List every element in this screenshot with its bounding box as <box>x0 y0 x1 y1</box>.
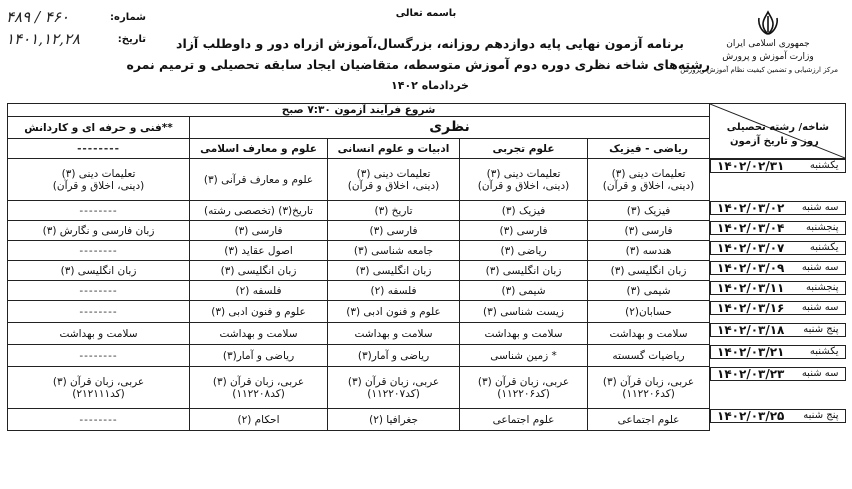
exam-date-cell <box>710 323 846 337</box>
subject-cell <box>328 261 460 281</box>
subject-text: سلامت و بهداشت <box>354 327 433 340</box>
subject-cell <box>190 301 328 323</box>
subject-text: عربی، زبان قرآن (۳) <box>602 375 695 388</box>
table-row <box>8 367 846 409</box>
subject-cell <box>8 301 190 323</box>
exam-date-cell <box>710 261 846 275</box>
weekday: پنجشنبه <box>805 281 839 293</box>
table-row <box>8 281 846 301</box>
subject-text: (کد۲۱۲۱۱۱) <box>72 387 125 400</box>
subject-text: زبان انگلیسی (۳) <box>60 264 137 277</box>
subject-cell <box>460 261 588 281</box>
subject-cell <box>190 241 328 261</box>
subject-text: زبان انگلیسی (۳) <box>610 264 687 277</box>
exam-date-cell <box>710 367 846 381</box>
subject-text: -------- <box>79 349 118 362</box>
subject-text: تعلیمات دینی (۳) <box>61 167 136 180</box>
subject-cell <box>190 281 328 301</box>
subject-cell <box>328 301 460 323</box>
subject-cell <box>588 323 710 345</box>
exam-date: ۱۴۰۲/۰۳/۲۵ <box>717 408 785 423</box>
subject-cell <box>190 409 328 431</box>
subject-cell <box>588 367 710 409</box>
table-row <box>8 301 846 323</box>
subject-cell <box>460 367 588 409</box>
subject-text: عربی، زبان قرآن (۳) <box>212 375 305 388</box>
subject-text: تاریخ(۳) (تخصصی رشته) <box>204 204 313 217</box>
subject-text: تاریخ (۳) <box>374 204 413 217</box>
weekday: پنج شنبه <box>803 409 839 421</box>
corner-header <box>710 104 846 159</box>
subject-text: تعلیمات دینی (۳) <box>611 167 686 180</box>
table-row <box>8 409 846 431</box>
subject-cell <box>588 159 710 201</box>
subject-cell <box>190 221 328 241</box>
subject-cell <box>588 409 710 431</box>
subject-text: حسابان(۲) <box>625 305 672 318</box>
subject-text: زبان انگلیسی (۳) <box>485 264 562 277</box>
subject-cell <box>460 323 588 345</box>
exam-date: ۱۴۰۲/۰۳/۲۱ <box>717 344 785 359</box>
reference-box <box>6 6 146 50</box>
weekday: سه شنبه <box>801 301 839 313</box>
subject-cell <box>588 201 710 221</box>
subject-text: علوم و فنون ادبی (۳) <box>211 305 306 318</box>
subject-text: سلامت و بهداشت <box>609 327 688 340</box>
subject-cell <box>190 367 328 409</box>
column-header: علوم تجربی <box>460 139 588 159</box>
subject-text: علوم و معارف قرآنی (۳) <box>203 173 314 186</box>
subject-text: زیست شناسی (۳) <box>483 305 564 318</box>
subject-text: هندسه (۳) <box>625 244 672 257</box>
weekday: پنج شنبه <box>803 323 839 335</box>
subject-text: علوم و فنون ادبی (۳) <box>346 305 441 318</box>
title-line-2: رشته‌های شاخه نظری دوره دوم آموزش متوسطه، متقاضیان ایجاد سابقه تحصیلی و ترمیم نمره <box>126 57 710 72</box>
subject-cell <box>190 201 328 221</box>
corner-top-label: شاخه/ رشته تحصیلی <box>726 122 830 133</box>
exam-date: ۱۴۰۲/۰۳/۲۳ <box>717 366 785 381</box>
exam-date-cell <box>710 221 846 235</box>
table-row <box>8 221 846 241</box>
subject-text: فارسی (۳) <box>234 224 283 237</box>
column-header: ادبیات و علوم انسانی <box>328 139 460 159</box>
subject-cell <box>8 241 190 261</box>
subject-text: جغرافیا (۲) <box>369 413 418 426</box>
exam-date-cell <box>710 301 846 315</box>
subject-text: فیزیک (۳) <box>501 204 546 217</box>
subject-text: (دینی، اخلاق و قرآن) <box>52 179 145 192</box>
subject-cell <box>328 409 460 431</box>
exam-date: ۱۴۰۲/۰۳/۰۷ <box>717 240 785 255</box>
subject-cell <box>328 323 460 345</box>
subject-cell <box>8 159 190 201</box>
ministry-line-2: وزارت آموزش و پرورش <box>722 52 814 62</box>
subject-cell <box>8 221 190 241</box>
subject-text: -------- <box>79 305 118 318</box>
subject-text: علوم اجتماعی <box>492 413 555 426</box>
subject-text: ریاضی و آمار(۳) <box>222 349 295 362</box>
subject-cell <box>460 281 588 301</box>
subject-text: -------- <box>79 244 118 257</box>
subject-text: زبان فارسی و نگارش (۳) <box>42 224 155 237</box>
start-time-header: شروع فرآیند آزمون ۷:۳۰ صبح <box>8 104 710 117</box>
subject-text: زبان انگلیسی (۳) <box>355 264 432 277</box>
subject-cell <box>328 345 460 367</box>
table-row <box>8 345 846 367</box>
subject-text: شیمی (۳) <box>501 284 546 297</box>
exam-date-cell <box>710 409 846 423</box>
subject-text: سلامت و بهداشت <box>59 327 138 340</box>
subject-text: تعلیمات دینی (۳) <box>356 167 431 180</box>
exam-date-cell <box>710 159 846 173</box>
subject-text: اصول عقاید (۳) <box>224 244 293 257</box>
subject-cell <box>588 281 710 301</box>
table-row <box>8 323 846 345</box>
subject-text: (کد۱۱۲۲۰۸) <box>232 387 285 400</box>
subject-cell <box>190 261 328 281</box>
table-row <box>8 159 846 201</box>
nazari-header <box>190 117 710 139</box>
column-header: علوم و معارف اسلامی <box>190 139 328 159</box>
date-label: تاریخ: <box>117 33 146 45</box>
subject-text: -------- <box>79 284 118 297</box>
subject-cell <box>190 159 328 201</box>
subject-text: (دینی، اخلاق و قرآن) <box>347 179 440 192</box>
subject-cell <box>460 201 588 221</box>
subject-text: (کد۱۱۲۲۰۶) <box>622 387 675 400</box>
exam-date: ۱۴۰۲/۰۳/۱۸ <box>717 322 785 337</box>
exam-schedule-table <box>7 103 846 431</box>
column-header: ریاضی - فیزیک <box>588 139 710 159</box>
subject-text: سلامت و بهداشت <box>484 327 563 340</box>
weekday: یکشنبه <box>809 160 839 171</box>
subject-cell <box>8 323 190 345</box>
subject-text: زبان انگلیسی (۳) <box>220 264 297 277</box>
ministry-line-1: جمهوری اسلامی ایران <box>726 39 810 49</box>
exam-date-cell <box>710 241 846 255</box>
subject-text: -------- <box>79 204 118 217</box>
subject-text: علوم اجتماعی <box>617 413 680 426</box>
subject-text: عربی، زبان قرآن (۳) <box>52 375 145 388</box>
subject-text: ریاضی و آمار(۳) <box>357 349 430 362</box>
subject-text: (دینی، اخلاق و قرآن) <box>602 179 695 192</box>
exam-date: ۱۴۰۲/۰۲/۳۱ <box>717 159 785 173</box>
subject-text: شیمی (۳) <box>626 284 671 297</box>
ministry-line-3: مرکز ارزشیابی و تضمین کیفیت نظام آموزش وپرورش <box>680 66 838 74</box>
subject-cell <box>8 261 190 281</box>
subject-cell <box>8 345 190 367</box>
subject-cell <box>588 345 710 367</box>
table-row <box>8 261 846 281</box>
subject-cell <box>328 221 460 241</box>
schedule-body <box>8 159 846 431</box>
exam-date: ۱۴۰۲/۰۳/۱۱ <box>717 280 785 295</box>
weekday: سه شنبه <box>801 367 839 379</box>
table-row <box>8 241 846 261</box>
subject-text: فارسی (۳) <box>624 224 673 237</box>
subject-text: (دینی، اخلاق و قرآن) <box>477 179 570 192</box>
subject-text: فلسفه (۲) <box>235 284 282 297</box>
subject-text: ریاضیات گسسته <box>612 349 685 362</box>
subject-text: فارسی (۳) <box>369 224 418 237</box>
subject-text: فلسفه (۲) <box>370 284 417 297</box>
corner-bottom-label: روز و تاریخ آزمون <box>730 136 819 147</box>
title-line-3: خردادماه ۱۴۰۲ <box>391 79 469 92</box>
subject-text: (کد۱۱۲۲۰۷) <box>367 387 420 400</box>
subject-text: عربی، زبان قرآن (۳) <box>347 375 440 388</box>
weekday: یکشنبه <box>809 345 839 357</box>
exam-date: ۱۴۰۲/۰۳/۰۴ <box>717 220 785 235</box>
subject-cell <box>328 367 460 409</box>
subject-text: فیزیک (۳) <box>626 204 671 217</box>
subject-text: عربی، زبان قرآن (۳) <box>477 375 570 388</box>
subject-cell <box>8 367 190 409</box>
fanni-header: **فنی و حرفه ای و کاردانش <box>8 117 190 139</box>
exam-date: ۱۴۰۲/۰۳/۱۶ <box>717 300 785 315</box>
subject-cell <box>588 221 710 241</box>
subject-cell <box>460 301 588 323</box>
number-label: شماره: <box>110 11 146 23</box>
weekday: سه شنبه <box>801 201 839 213</box>
subject-cell <box>8 409 190 431</box>
subject-cell <box>460 221 588 241</box>
exam-date: ۱۴۰۲/۰۳/۰۹ <box>717 260 785 275</box>
subject-cell <box>190 323 328 345</box>
subject-cell <box>460 241 588 261</box>
iran-emblem-icon <box>755 10 781 36</box>
subject-text: فارسی (۳) <box>499 224 548 237</box>
exam-date-cell <box>710 201 846 215</box>
subject-text: * زمین شناسی <box>490 349 557 362</box>
exam-date-cell <box>710 345 846 359</box>
exam-date: ۱۴۰۲/۰۳/۰۲ <box>717 200 785 215</box>
date-value: ۱۴۰۱,۱۲,۲۸ <box>6 30 80 48</box>
document-header <box>0 0 852 100</box>
basmala: باسمه تعالی <box>395 8 457 19</box>
subject-cell <box>460 345 588 367</box>
number-value: ۴۶۰ / ۴۸۹ <box>6 8 69 26</box>
weekday: سه شنبه <box>801 261 839 273</box>
subject-text: ریاضی (۳) <box>500 244 547 257</box>
subject-cell <box>328 159 460 201</box>
subject-cell <box>8 281 190 301</box>
subject-cell <box>328 241 460 261</box>
column-header-dash: -------- <box>8 139 190 159</box>
title-line-1: برنامه آزمون نهایی پایه دوازدهم روزانه، بزرگسال،آموزش ازراه دور و داوطلب آزاد <box>176 36 684 51</box>
subject-cell <box>190 345 328 367</box>
subject-text: احکام (۲) <box>237 413 280 426</box>
subject-text: جامعه شناسی (۳) <box>353 244 434 257</box>
table-row <box>8 201 846 221</box>
subject-cell <box>588 261 710 281</box>
exam-date-cell <box>710 281 846 295</box>
subject-text: (کد۱۱۲۲۰۶) <box>497 387 550 400</box>
weekday: پنجشنبه <box>805 221 839 233</box>
subject-cell <box>460 409 588 431</box>
subject-text: سلامت و بهداشت <box>219 327 298 340</box>
subject-cell <box>328 281 460 301</box>
weekday: یکشنبه <box>809 241 839 253</box>
subject-cell <box>460 159 588 201</box>
subject-text: تعلیمات دینی (۳) <box>486 167 561 180</box>
subject-text: -------- <box>79 413 118 426</box>
subject-cell <box>588 301 710 323</box>
nazari-label: نظری <box>429 119 470 135</box>
ministry-block <box>680 10 838 77</box>
subject-cell <box>588 241 710 261</box>
subject-cell <box>328 201 460 221</box>
subject-cell <box>8 201 190 221</box>
